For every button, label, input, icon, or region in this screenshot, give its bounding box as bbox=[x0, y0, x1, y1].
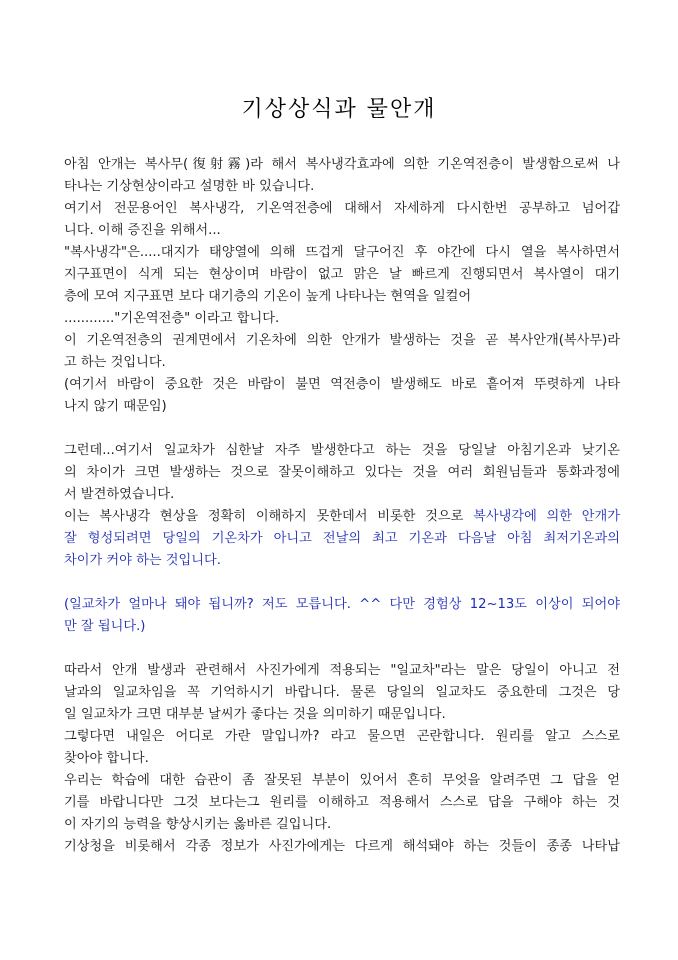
body-line: 지구표면이 식게 되는 현상이며 바람이 없고 맑은 날 빠르게 진행되면서 복사열이 대기 bbox=[64, 267, 620, 282]
mixed-line-black-part: 이는 복사냉각 현상을 정확히 이해하지 못한데서 비롯한 것으로 bbox=[64, 509, 474, 524]
body-line: 고 하는 것입니다. bbox=[64, 355, 166, 370]
body-line: 일 일교차가 크면 대부분 날씨가 좋다는 것을 의미하기 때문입니다. bbox=[64, 707, 446, 722]
body-line: 의 차이가 크면 발생하는 것으로 잘못이해하고 있다는 것을 여러 회원님들과 통화과정에 bbox=[64, 465, 620, 480]
body-line: (일교차가 얼마나 돼야 됩니까? 저도 모릅니다. ^^ 다만 경험상 12~13도 이상이 되어야 bbox=[64, 597, 620, 612]
document-title: 기상상식과 물안개 bbox=[241, 97, 437, 122]
body-line: 니다. 이해 증진을 위해서... bbox=[64, 223, 221, 238]
body-line: 만 잘 됩니다.) bbox=[64, 619, 146, 634]
body-line: 잘 형성되려면 당일의 기온차가 아니고 전날의 최고 기온과 다음날 아침 최저기온과의 bbox=[64, 531, 620, 546]
body-line: 찾아야 합니다. bbox=[64, 751, 149, 766]
body-line: 서 발견하였습니다. bbox=[64, 487, 175, 502]
mixed-line-blue-part: 복사냉각에 의한 안개가 bbox=[473, 509, 620, 524]
body-line: 이 자기의 능력을 향상시키는 옳바른 길입니다. bbox=[64, 817, 332, 832]
body-line-mixed bbox=[64, 508, 620, 526]
body-line: 그런데...여기서 일교차가 심한날 자주 발생한다고 하는 것을 당일날 아침기온과 낮기온 bbox=[64, 443, 620, 458]
body-line: 따라서 안개 발생과 관련해서 사진가에게 적용되는 "일교차"라는 말은 당일이 아니고 전 bbox=[64, 663, 620, 678]
body-line: 여기서 전문용어인 복사냉각, 기온역전층에 대해서 자세하게 다시한번 공부하고 넘어갑 bbox=[64, 201, 620, 216]
body-line: 이 기온역전층의 권계면에서 기온차에 의한 안개가 발생하는 것을 곧 복사안개(복사무)라 bbox=[64, 333, 620, 348]
body-line: 기를 바랍니다만 그것 보다는그 원리를 이해하고 적용해서 스스로 답을 구해야 하는 것 bbox=[64, 795, 620, 810]
body-line: 층에 모여 지구표면 보다 대기층의 기온이 높게 나타나는 현역을 일컬어 bbox=[64, 289, 472, 304]
body-line: ............"기온역전층" 이라고 합니다. bbox=[64, 311, 280, 326]
body-line: 그렇다면 내일은 어디로 가란 말입니까? 라고 물으면 곤란합니다. 원리를 알고 스스로 bbox=[64, 729, 620, 744]
body-line: (여기서 바람이 중요한 것은 바람이 불면 역전층이 발생해도 바로 흩어져 뚜렷하게 나타 bbox=[64, 377, 620, 392]
body-line: 차이가 커야 하는 것입니다. bbox=[64, 553, 221, 568]
body-line: 기상청을 비롯해서 각종 정보가 사진가에게는 다르게 해석돼야 하는 것들이 종종 나타납 bbox=[64, 839, 620, 854]
body-line: 날과의 일교차임을 꼭 기억하시기 바랍니다. 물론 당일의 일교차도 중요한데 그것은 당 bbox=[64, 685, 620, 700]
body-line: 나지 않기 때문임) bbox=[64, 399, 167, 414]
body-line: 우리는 학습에 대한 습관이 좀 잘못된 부분이 있어서 흔히 무엇을 알려주면 그 답을 얻 bbox=[64, 773, 620, 788]
body-line: 아침 안개는 복사무(復射霧)라 해서 복사냉각효과에 의한 기온역전층이 발생함으로써 나 bbox=[64, 157, 620, 172]
body-line: 타나는 기상현상이라고 설명한 바 있습니다. bbox=[64, 179, 315, 194]
body-line: "복사냉각"은.....대지가 태양열에 의해 뜨겁게 달구어진 후 야간에 다시 열을 복사하면서 bbox=[64, 245, 620, 260]
